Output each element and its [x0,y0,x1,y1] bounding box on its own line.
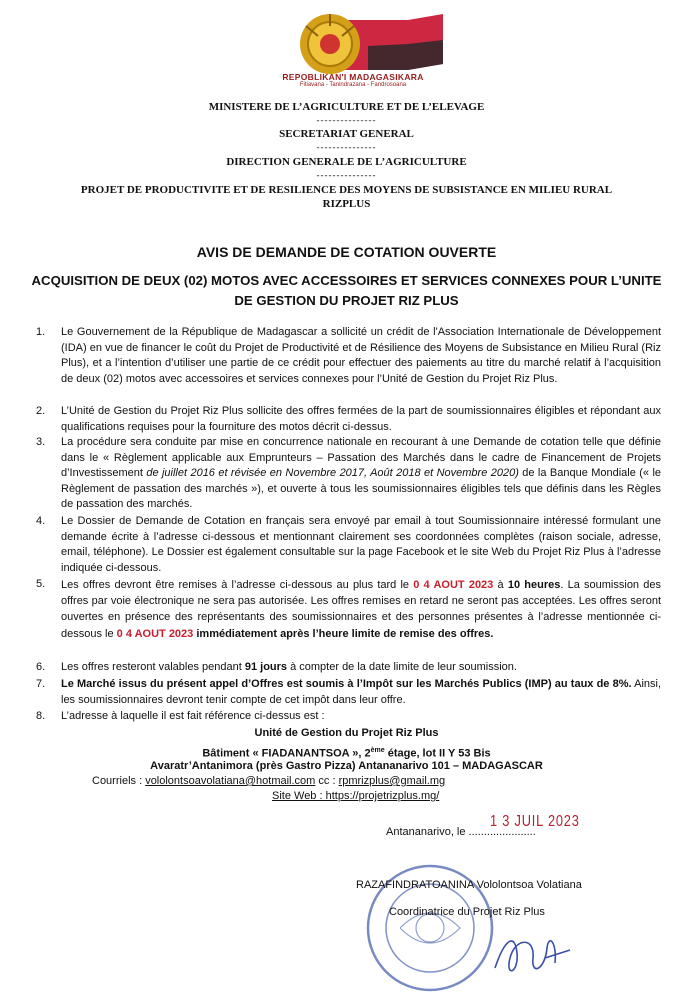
item-text [61,677,661,708]
notice-subtitle-line2: DE GESTION DU PROJET RIZ PLUS [234,293,459,308]
website-link[interactable]: Site Web : https://projetrizplus.mg/ [272,790,440,802]
item-text-italic: de juillet 2016 et révisée en Novembre 2017, Août 2018 et Novembre 2020) [146,467,519,480]
deadline-time: 10 heures [507,579,561,591]
opening-date-stamp: 0 4 AOUT 2023 [116,627,194,640]
item-number: 5. [36,578,46,590]
emails-label: Courriels : [92,775,146,787]
address-part: étage, lot II Y 53 Bis [384,747,491,760]
place-and-date: Antananarivo, le ...................... [386,826,536,838]
item-number: 2. [36,405,46,417]
handwritten-signature [485,918,575,988]
validity-days: 91 jours [244,661,288,673]
item-text-bold: Le Marché issus du présent appel d’Offres est soumis à l’Impôt sur les Marchés Publics (IMP) au taux de 8%. [61,678,632,690]
separator: --------------- [316,170,377,180]
notice-title: AVIS DE DEMANDE DE COTATION OUVERTE [196,244,497,260]
item-number: 1. [36,326,46,338]
item-text-bold: immédiatement après l’heure limite de remise des offres. [193,627,494,640]
item-text-part: Les offres devront être remises à l’adresse ci-dessous au plus tard le [61,579,414,591]
item-text-part: de la Banque Mondiale (« le Règlement de passation des marchés »), et ouverte à tous les soumissionnaires éligibles tels que définis dans les Règles de passation des marchés. [61,467,662,511]
address-line3: Avaratr’Antanimora (près Gastro Pizza) Antananarivo 101 – MADAGASCAR [150,760,543,772]
item-number: 6. [36,661,46,673]
signatory-name: RAZAFINDRATOANINA Vololontsoa Volatiana [356,879,582,891]
republic-name: REPOBLIKAN'I MADAGASIKARA [282,72,424,82]
project-name-line1: PROJET DE PRODUCTIVITE ET DE RESILIENCE DES MOYENS DE SUBSISTANCE EN MILIEU RURAL [80,184,613,196]
project-name-line2: RIZPLUS [322,198,371,210]
item-text-part: à compter de la date limite de leur soumission. [287,661,517,673]
item-text-part: . La soumission des offres par voie électronique ne sera pas autorisée. Les offres remises en retard ne seront pas acceptées. Les offres seront ouvertes en présence des représentants des soumissionnaires et des personnes présentes à l’adresse mentionnée ci-dessous le [61,579,661,640]
item-number: 7. [36,678,46,690]
item-number: 3. [36,436,46,448]
item-text [61,577,661,642]
item-text-part: Les offres resteront valables pendant [61,661,245,673]
item-text: Le Dossier de Demande de Cotation en français sera envoyé par email à tout Soumissionnaire intéressé formulant une demande écrite à l’adresse ci-dessous et mentionnant clairement ses coordonnées complètes (raison sociale, adresse, email, téléphone). Le Dossier est également consultable sur la page Facebook et le site Web du Projet Riz Plus à l’adresse indiquée ci-dessous. [61,515,661,574]
address-line1: Unité de Gestion du Projet Riz Plus [254,727,439,739]
item-text [61,660,661,676]
item-number: 4. [36,515,46,527]
email-link-cc[interactable]: rpmrizplus@gmail.mg [338,775,446,787]
email-link-primary[interactable]: vololontsoavolatiana@hotmail.com [145,775,316,787]
direction-name: DIRECTION GENERALE DE L’AGRICULTURE [226,156,467,168]
item-text: L’Unité de Gestion du Projet Riz Plus sollicite des offres fermées de la part de soumissionnaires éligibles et répondant aux qualifications requises pour la fourniture des motos décrit ci-dessus. [61,405,661,433]
item-text: Le Gouvernement de la République de Madagascar a sollicité un crédit de l'Association Internationale de Développement (IDA) en vue de financer le coût du Projet de Productivité et de Résilience des Moyens de Subsistance en Milieu Rural (Riz Plus), et a l’intention d’utiliser une partie de ce crédit pour effectuer des paiements au titre du marché relatif à l’acquisition de deux (02) motos avec accessoires et services connexes pour l’Unité de Gestion du Projet Riz Plus. [61,326,661,385]
address-sup: ème [370,747,385,754]
cc-label: cc : [315,775,339,787]
email-line [92,774,445,790]
notice-subtitle-line1: ACQUISITION DE DEUX (02) MOTOS AVEC ACCESSOIRES ET SERVICES CONNEXES POUR L’UNITE [31,273,662,288]
separator: --------------- [316,142,377,152]
secretariat-name: SECRETARIAT GENERAL [279,128,414,140]
item-text: L’adresse à laquelle il est fait référence ci-dessus est : [61,710,325,722]
item-number: 8. [36,710,46,722]
deadline-date-stamp: 0 4 AOUT 2023 [413,579,494,591]
item-text-part: à [493,579,508,591]
item-text [61,435,661,513]
signature-date-stamp: 1 3 JUIL 2023 [490,813,580,830]
separator: --------------- [316,115,377,125]
item-text-part: Ainsi, les soumissionnaires devront tenir compte de cet impôt dans leur offre. [61,678,662,706]
republic-motto: Fitiavana - Tanindrazana - Fandrosoana [299,82,407,88]
signatory-role: Coordinatrice du Projet Riz Plus [389,906,545,918]
address-part: Bâtiment « FIADANANTSOA », 2 [202,747,371,760]
item-text-part: La procédure sera conduite par mise en concurrence nationale en recourant à une Demande de cotation telle que définie dans le « Règlement applicable aux Emprunteurs – Passation des Marchés dans le cadre de Financement de Projets d’Investissement [61,436,661,480]
ministry-name: MINISTERE DE L’AGRICULTURE ET DE L’ELEVAGE [208,101,485,113]
